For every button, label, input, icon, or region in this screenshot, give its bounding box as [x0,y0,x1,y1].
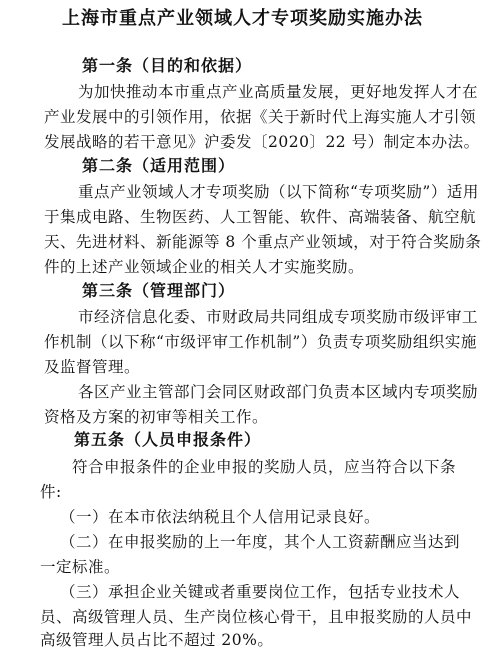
paragraph-line: 员、高级管理人员、生产岗位核心骨干，且申报奖励的人员中 [40,608,473,626]
paragraph-line: 天、先进材料、新能源等 8 个重点产业领域，对于符合奖励条 [44,233,482,251]
paragraph-line: 重点产业领域人才专项奖励（以下简称“专项奖励”）适用 [78,183,479,201]
section-heading-eligibility: 第五条（人员申报条件） [74,430,262,449]
paragraph-line: 及监督管理。 [44,358,141,376]
paragraph-line: 件: [40,483,62,501]
paragraph-line: （二）在申报奖励的上一年度，其个人工资薪酬应当达到 [60,533,461,551]
paragraph-line: 符合申报条件的企业申报的奖励人员，应当符合以下条 [72,458,457,476]
paragraph-line: 作机制（以下称“市级评审工作机制”）负责专项奖励组织实施 [44,333,477,351]
paragraph-line: 资格及方案的初审等相关工作。 [44,408,269,426]
paragraph-line: 高级管理人员占比不超过 20%。 [40,631,274,649]
paragraph-line: 一定标准。 [40,558,121,576]
paragraph-line: 件的上述产业领域企业的相关人才实施奖励。 [44,258,365,276]
document-title: 上海市重点产业领域人才专项奖励实施办法 [62,8,423,29]
section-heading-management: 第三条（管理部门） [82,281,236,300]
section-heading-purpose: 第一条（目的和依据） [82,56,253,75]
paragraph-line: 各区产业主管部门会同区财政部门负责本区域内专项奖励 [78,383,479,401]
paragraph-line: 为加快推动本市重点产业高质量发展，更好地发挥人才在 [78,83,479,101]
section-heading-scope: 第二条（适用范围） [82,156,236,175]
paragraph-line: 产业发展中的引领作用，依据《关于新时代上海实施人才引领 [44,108,477,126]
paragraph-line: 于集成电路、生物医药、人工智能、软件、高端装备、航空航 [44,208,477,226]
paragraph-line: 发展战略的若干意见》沪委发〔2020〕22 号）制定本办法。 [44,133,480,151]
paragraph-line: 市经济信息化委、市财政局共同组成专项奖励市级评审工 [78,308,479,326]
paragraph-line: （三）承担企业关键或者重要岗位工作，包括专业技术人 [60,583,461,601]
paragraph-line: （一）在本市依法纳税且个人信用记录良好。 [60,508,381,526]
